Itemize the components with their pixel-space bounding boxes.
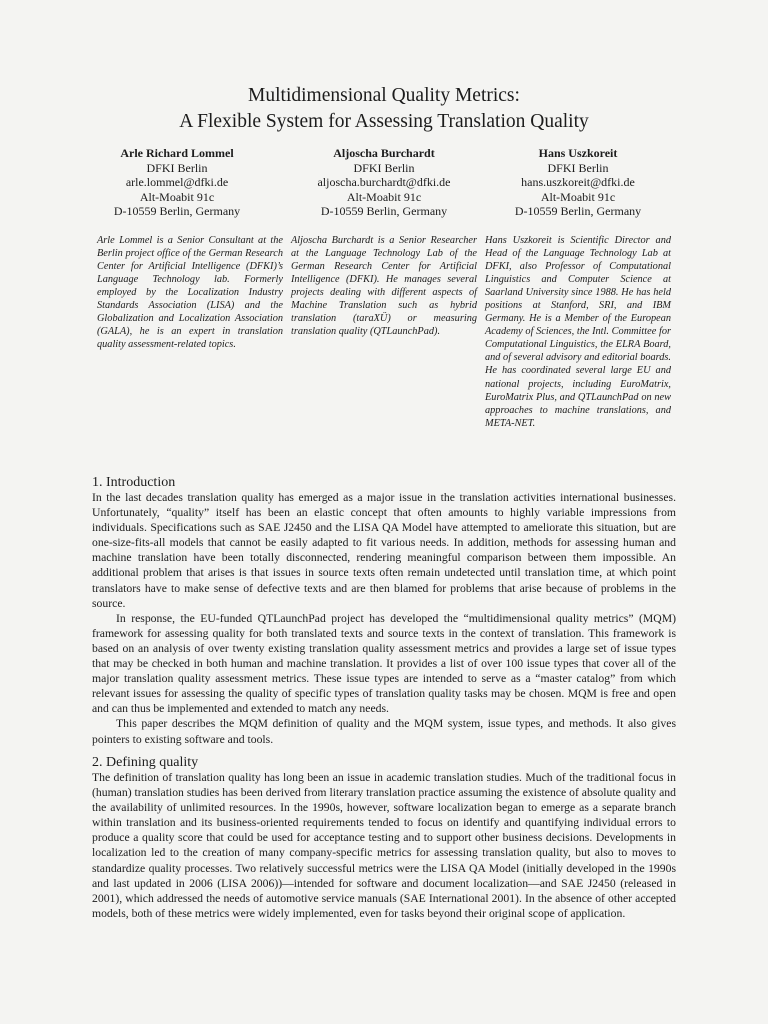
- author-city: D-10559 Berlin, Germany: [113, 204, 241, 219]
- author-street: Alt-Moabit 91c: [540, 189, 616, 204]
- author-bio-burchardt: Aljoscha Burchardt is a Senior Researcher at the Language Technology Lab of the German Research Center for Artificial Intelligence (DFKI). He manages several projects dealing with different aspects of Machine Translation such as hybrid translation (taraXÜ) or measuring translation quality (QTLaunchPad).: [291, 235, 477, 338]
- paragraph: In response, the EU-funded QTLaunchPad project has developed the “multidimensional quality metrics” (MQM) framework for assessing quality for both translated texts and source texts in the context of translation. This framework is based on an analysis of over twenty existing translation quality assessment metrics and provides a large set of issue types that may be checked in both human and machine translation. It provides a list of over 100 issue types that cover all of the major translation quality assessment metrics. These issue types are intended to serve as a “master catalog” from which relevant issues for assessing the quality of specific types of translation quality tasks may be chosen. MQM is free and open and can thus be implemented and extended to match any needs.: [92, 611, 676, 716]
- author-block-lommel: [77, 146, 277, 219]
- title-line-1: Multidimensional Quality Metrics:: [248, 85, 520, 106]
- author-city: D-10559 Berlin, Germany: [320, 204, 448, 219]
- author-name: Aljoscha Burchardt: [333, 146, 435, 160]
- author-affiliation: DFKI Berlin: [146, 160, 208, 175]
- author-bio-uszkoreit: Hans Uszkoreit is Scientific Director and Head of the Language Technology Lab at DFKI, also Professor of Computational Linguistics and Computer Science at Saarland University since 1988. He has held positions at Stanford, SRI, and IBM Germany. He is a Member of the European Academy of Sciences, the Intl. Committee for Computational Linguistics, the ELRA Board, and of several advisory and editorial boards. He has coordinated several large EU and national projects, including EuroMatrix, EuroMatrix Plus, and QTLaunchPad on new approaches to machine translations, and META-NET.: [485, 235, 671, 429]
- author-affiliation: DFKI Berlin: [353, 160, 415, 175]
- paragraph: This paper describes the MQM definition of quality and the MQM system, issue types, and methods. It also gives pointers to existing software and tools.: [92, 717, 676, 746]
- author-block-uszkoreit: [478, 146, 678, 219]
- section-body-introduction: [92, 490, 676, 747]
- author-city: D-10559 Berlin, Germany: [514, 204, 642, 219]
- author-name: Arle Richard Lommel: [120, 146, 234, 160]
- section-heading-introduction: 1. Introduction: [92, 475, 176, 490]
- author-block-burchardt: [284, 146, 484, 219]
- section-heading-defining-quality: 2. Defining quality: [92, 755, 199, 770]
- author-affiliation: DFKI Berlin: [547, 160, 609, 175]
- author-street: Alt-Moabit 91c: [139, 189, 215, 204]
- paragraph: The definition of translation quality has long been an issue in academic translation studies. Much of the traditional focus in (human) translation studies has been derived from literary translation practice assuming the existence of absolute quality and the availability of unlimited resources. In the 1990s, however, software localization began to emerge as a separate branch within translation and its business-oriented requirements tended to focus on identify and quantifying individual errors to produce a quality score that could be used for acceptance testing and to support other business decisions. Developments in localization led to the creation of many company-specific metrics for assessing translation quality, but also to moves to standardize quality processes. Two relatively successful metrics were the LISA QA Model (initially developed in the 1990s and last updated in 2006 (LISA 2006))—intended for software and document localization—and SAE J2450 (released in 2001), which addressed the needs of automotive service manuals (SAE International 2001). In the absence of other accepted models, both of these metrics were widely implemented, even for tasks beyond their original scope of application.: [92, 771, 676, 920]
- title-line-2: A Flexible System for Assessing Translation Quality: [179, 111, 589, 132]
- author-bio-lommel: Arle Lommel is a Senior Consultant at the Berlin project office of the German Research Center for Artificial Intelligence (DFKI)’s Language Technology lab. Formerly employed by the Localization Industry Standards Association (LISA) and the Globalization and Localization Association (GALA), he is an expert in translation quality assessment-related topics.: [97, 235, 283, 351]
- section-body-defining-quality: [92, 770, 676, 921]
- author-email: arle.lommel@dfki.de: [125, 175, 229, 190]
- author-email: aljoscha.burchardt@dfki.de: [317, 175, 451, 190]
- paragraph: In the last decades translation quality has emerged as a major issue in the translation activities international businesses. Unfortunately, “quality” itself has been an elastic concept that often amounts to highly variable impressions from individuals. Specifications such as SAE J2450 and the LISA QA Model have attempted to ameliorate this situation, but are one-size-fits-all models that cannot be easily adapted to fit various needs. In addition, methods for assessing human and machine translation have been totally disconnected, rendering meaningful comparison between them impossible. An additional problem that arises is that issues in source texts often remain undetected until translation time, at which point translators have to make sense of defective texts and are then blamed for problems that arise because of problems in the source.: [92, 491, 676, 610]
- author-email: hans.uszkoreit@dfki.de: [521, 175, 635, 190]
- paper-title: [0, 83, 768, 135]
- author-name: Hans Uszkoreit: [538, 146, 618, 160]
- author-street: Alt-Moabit 91c: [346, 189, 422, 204]
